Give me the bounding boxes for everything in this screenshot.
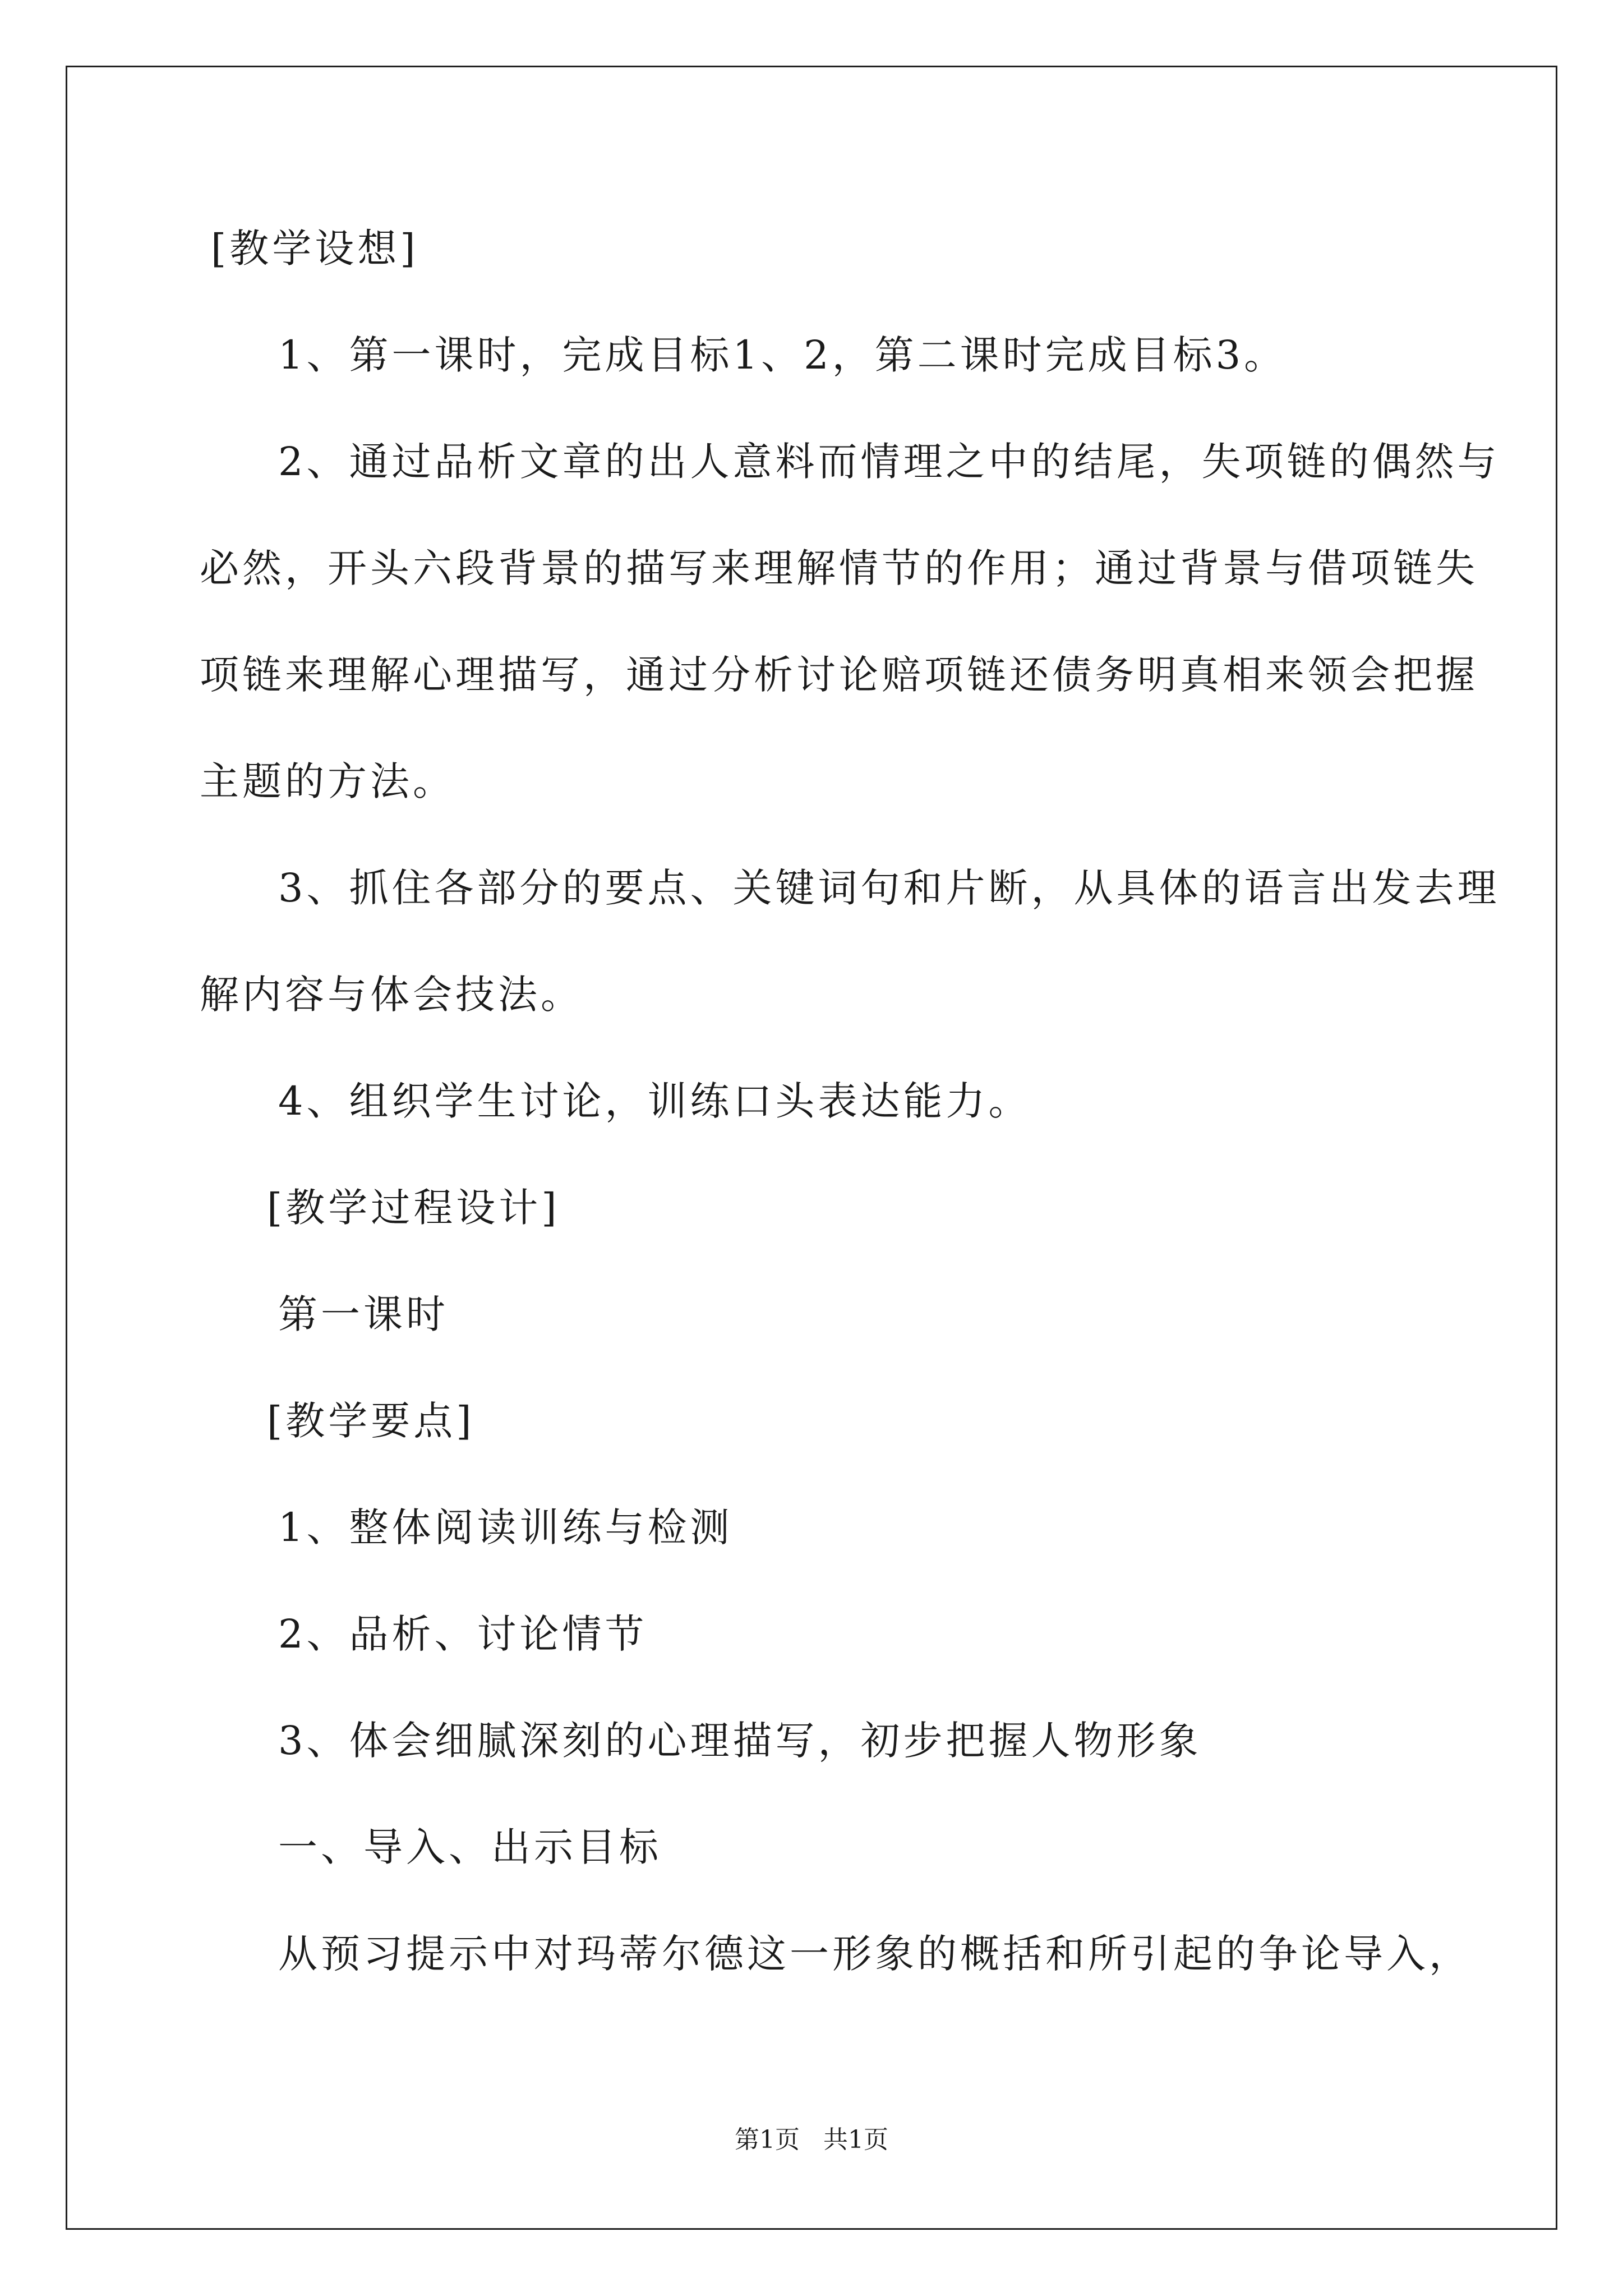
heading-key-points: [教学要点] (267, 1398, 475, 1444)
section-title: 第一课时 (278, 1291, 449, 1337)
section-heading: 一、导入、出示目标 (278, 1824, 662, 1870)
paragraph-line: 必然，开头六段背景的描写来理解情节的作用；通过背景与借项链失 (200, 545, 1478, 591)
heading-teaching-idea: [教学设想] (211, 226, 419, 272)
list-item: 3、体会细腻深刻的心理描写，初步把握人物形象 (278, 1718, 1202, 1764)
list-item: 2、品析、讨论情节 (278, 1611, 648, 1657)
paragraph-line: 3、抓住各部分的要点、关键词句和片断，从具体的语言出发去理 (278, 865, 1500, 911)
list-item: 1、整体阅读训练与检测 (278, 1504, 733, 1550)
paragraph-line: 从预习提示中对玛蒂尔德这一形象的概括和所引起的争论导入， (278, 1931, 1472, 1977)
paragraph-line: 解内容与体会技法。 (200, 972, 583, 1018)
paragraph-line: 主题的方法。 (200, 758, 455, 804)
page-footer: 第1页 共1页 (735, 2125, 888, 2154)
paragraph-line: 2、通过品析文章的出人意料而情理之中的结尾，失项链的偶然与 (278, 439, 1500, 485)
paragraph-line: 4、组织学生讨论，训练口头表达能力。 (278, 1078, 1031, 1124)
page-border (66, 66, 1557, 2230)
paragraph-line: 1、第一课时，完成目标1、2，第二课时完成目标3。 (278, 332, 1287, 378)
heading-process-design: [教学过程设计] (267, 1185, 560, 1231)
paragraph-line: 项链来理解心理描写，通过分析讨论赔项链还债务明真相来领会把握 (200, 652, 1478, 698)
